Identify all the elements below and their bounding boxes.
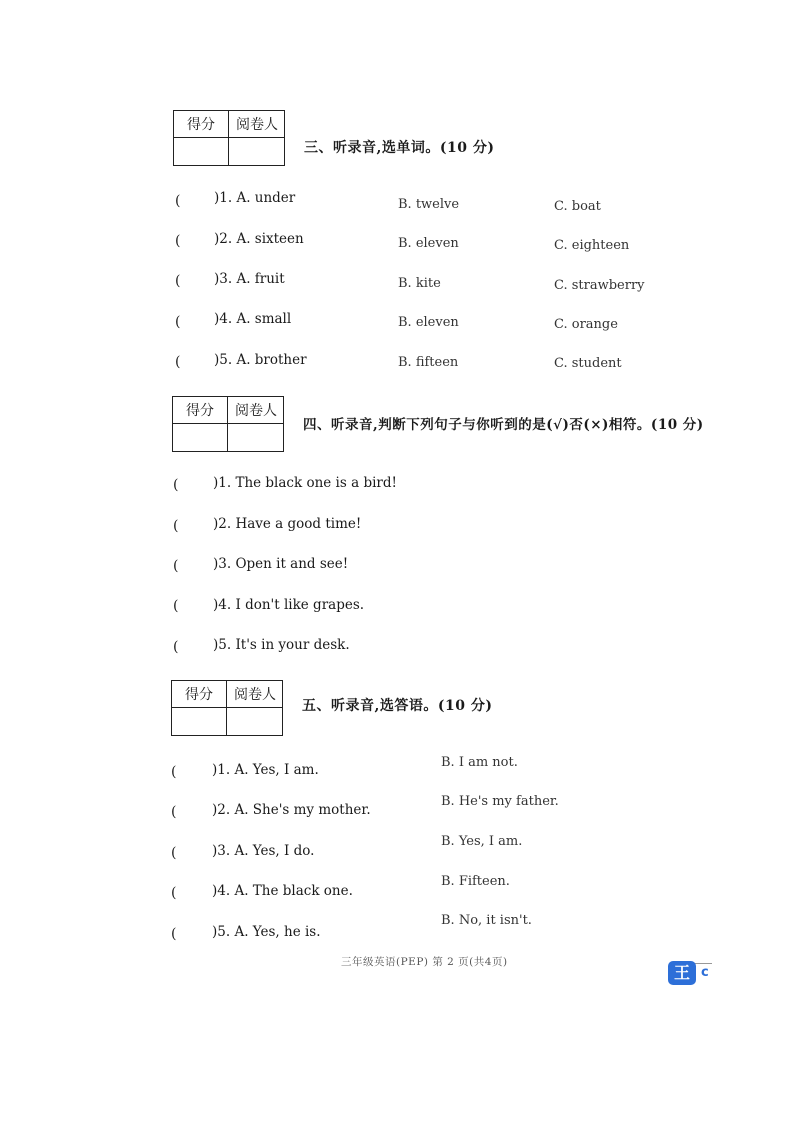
answer-paren[interactable]: ( — [171, 764, 177, 780]
answer-paren[interactable]: ( — [171, 926, 177, 942]
option-a: )2. A. sixteen — [214, 231, 304, 247]
option-b: B. eleven — [398, 236, 459, 251]
section4-title: 四、听录音,判断下列句子与你听到的是(√)否(×)相符。(10 分) — [303, 417, 704, 433]
option-a: )1. A. under — [214, 190, 296, 206]
option-a: )3. A. Yes, I do. — [212, 843, 315, 859]
option-c: C. boat — [554, 199, 601, 214]
section3-title: 三、听录音,选单词。(10 分) — [304, 140, 495, 156]
grader-label: 阅卷人 — [236, 117, 278, 133]
grader-label: 阅卷人 — [234, 687, 276, 703]
option-b: B. No, it isn't. — [441, 913, 532, 928]
option-b: B. twelve — [398, 197, 460, 212]
answer-paren[interactable]: ( — [171, 845, 177, 861]
score-box-section4 — [172, 396, 284, 452]
option-b: B. I am not. — [441, 755, 518, 770]
statement-text: )5. It's in your desk. — [213, 637, 350, 653]
score-label: 得分 — [186, 403, 214, 419]
answer-paren[interactable]: ( — [173, 477, 179, 493]
answer-paren[interactable]: ( — [175, 273, 181, 289]
score-label: 得分 — [185, 687, 213, 703]
option-a: )1. A. Yes, I am. — [212, 762, 319, 778]
watermark-logo-trail: c — [701, 965, 709, 980]
statement-text: )3. Open it and see! — [213, 556, 349, 572]
option-c: C. strawberry — [554, 278, 645, 293]
answer-paren[interactable]: ( — [173, 639, 179, 655]
answer-paren[interactable]: ( — [173, 558, 179, 574]
statement-text: )4. I don't like grapes. — [213, 597, 365, 613]
answer-paren[interactable]: ( — [171, 804, 177, 820]
watermark-logo: 王 — [668, 961, 696, 985]
option-c: C. orange — [554, 317, 618, 332]
option-a: )4. A. The black one. — [212, 883, 353, 899]
option-c: C. student — [554, 356, 622, 371]
grader-label: 阅卷人 — [235, 403, 277, 419]
option-b: B. fifteen — [398, 355, 459, 370]
answer-paren[interactable]: ( — [175, 354, 181, 370]
answer-paren[interactable]: ( — [171, 885, 177, 901]
option-a: )5. A. brother — [214, 352, 307, 368]
option-b: B. Yes, I am. — [441, 834, 523, 849]
option-b: B. Fifteen. — [441, 874, 510, 889]
score-label: 得分 — [187, 117, 215, 133]
option-a: )2. A. She's my mother. — [212, 802, 371, 818]
option-a: )5. A. Yes, he is. — [212, 924, 321, 940]
page-footer: 三年级英语(PEP) 第 2 页(共4页) — [341, 956, 508, 968]
option-b: B. eleven — [398, 315, 459, 330]
option-b: B. kite — [398, 276, 441, 291]
option-a: )4. A. small — [214, 311, 292, 327]
option-a: )3. A. fruit — [214, 271, 285, 287]
score-box-section5 — [171, 680, 283, 736]
answer-paren[interactable]: ( — [173, 518, 179, 534]
score-box-section3 — [173, 110, 285, 166]
section5-title: 五、听录音,选答语。(10 分) — [302, 698, 493, 714]
answer-paren[interactable]: ( — [175, 193, 181, 209]
answer-paren[interactable]: ( — [173, 598, 179, 614]
option-b: B. He's my father. — [441, 794, 559, 809]
option-c: C. eighteen — [554, 238, 630, 253]
statement-text: )2. Have a good time! — [213, 516, 362, 532]
answer-paren[interactable]: ( — [175, 314, 181, 330]
answer-paren[interactable]: ( — [175, 233, 181, 249]
statement-text: )1. The black one is a bird! — [213, 475, 397, 491]
